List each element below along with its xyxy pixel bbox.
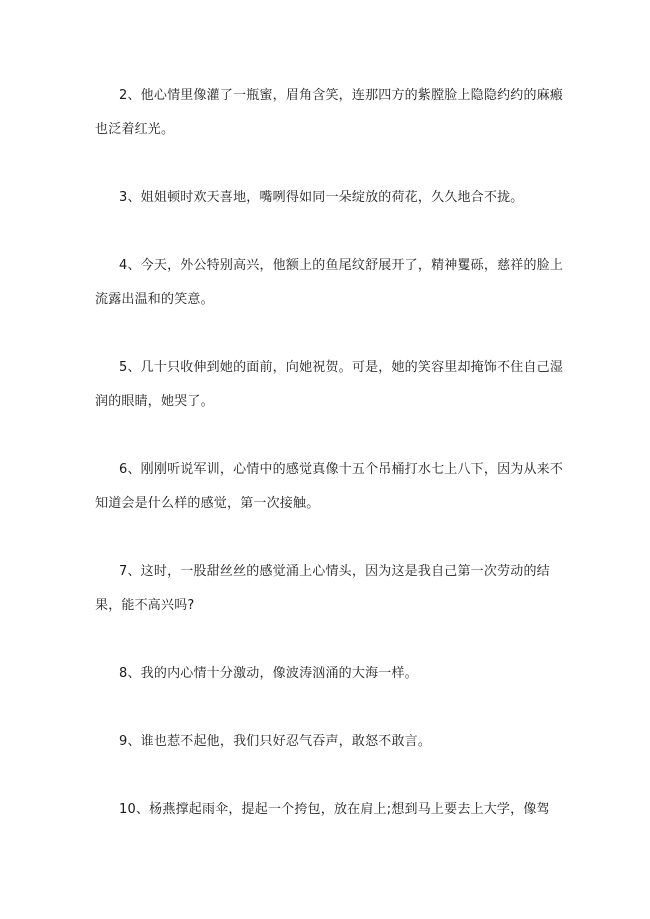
paragraph-9: 9、谁也惹不起他，我们只好忍气吞声，敢怒不敢言。 [119, 734, 432, 749]
paragraph-2: 2、他心情里像灌了一瓶蜜，眉角含笑，连那四方的紫膛脸上隐隐约约的麻瘢也泛着红光。 [95, 88, 564, 137]
paragraph-7: 7、这时，一股甜丝丝的感觉涌上心情头，因为这是我自己第一次劳动的结果，能不高兴吗? [95, 564, 550, 613]
paragraph-5: 5、几十只收伸到她的面前，向她祝贺。可是，她的笑容里却掩饰不住自己湿润的眼睛，她哭了。 [95, 360, 564, 409]
paragraph-6: 6、刚刚听说军训，心情中的感觉真像十五个吊桶打水七上八下，因为从来不知道会是什么样的感觉，第一次接触。 [95, 462, 564, 511]
paragraph-8: 8、我的内心情十分激动，像波涛汹涌的大海一样。 [119, 666, 418, 681]
paragraph-4: 4、今天，外公特别高兴，他额上的鱼尾纹舒展开了，精神矍砾，慈祥的脸上流露出温和的笑意。 [95, 258, 564, 307]
paragraph-10: 10、杨燕撑起雨伞，提起一个挎包，放在肩上;想到马上要去上大学，像驾 [119, 802, 550, 817]
paragraph-3: 3、姐姐顿时欢天喜地，嘴咧得如同一朵绽放的荷花，久久地合不拢。 [119, 190, 524, 205]
